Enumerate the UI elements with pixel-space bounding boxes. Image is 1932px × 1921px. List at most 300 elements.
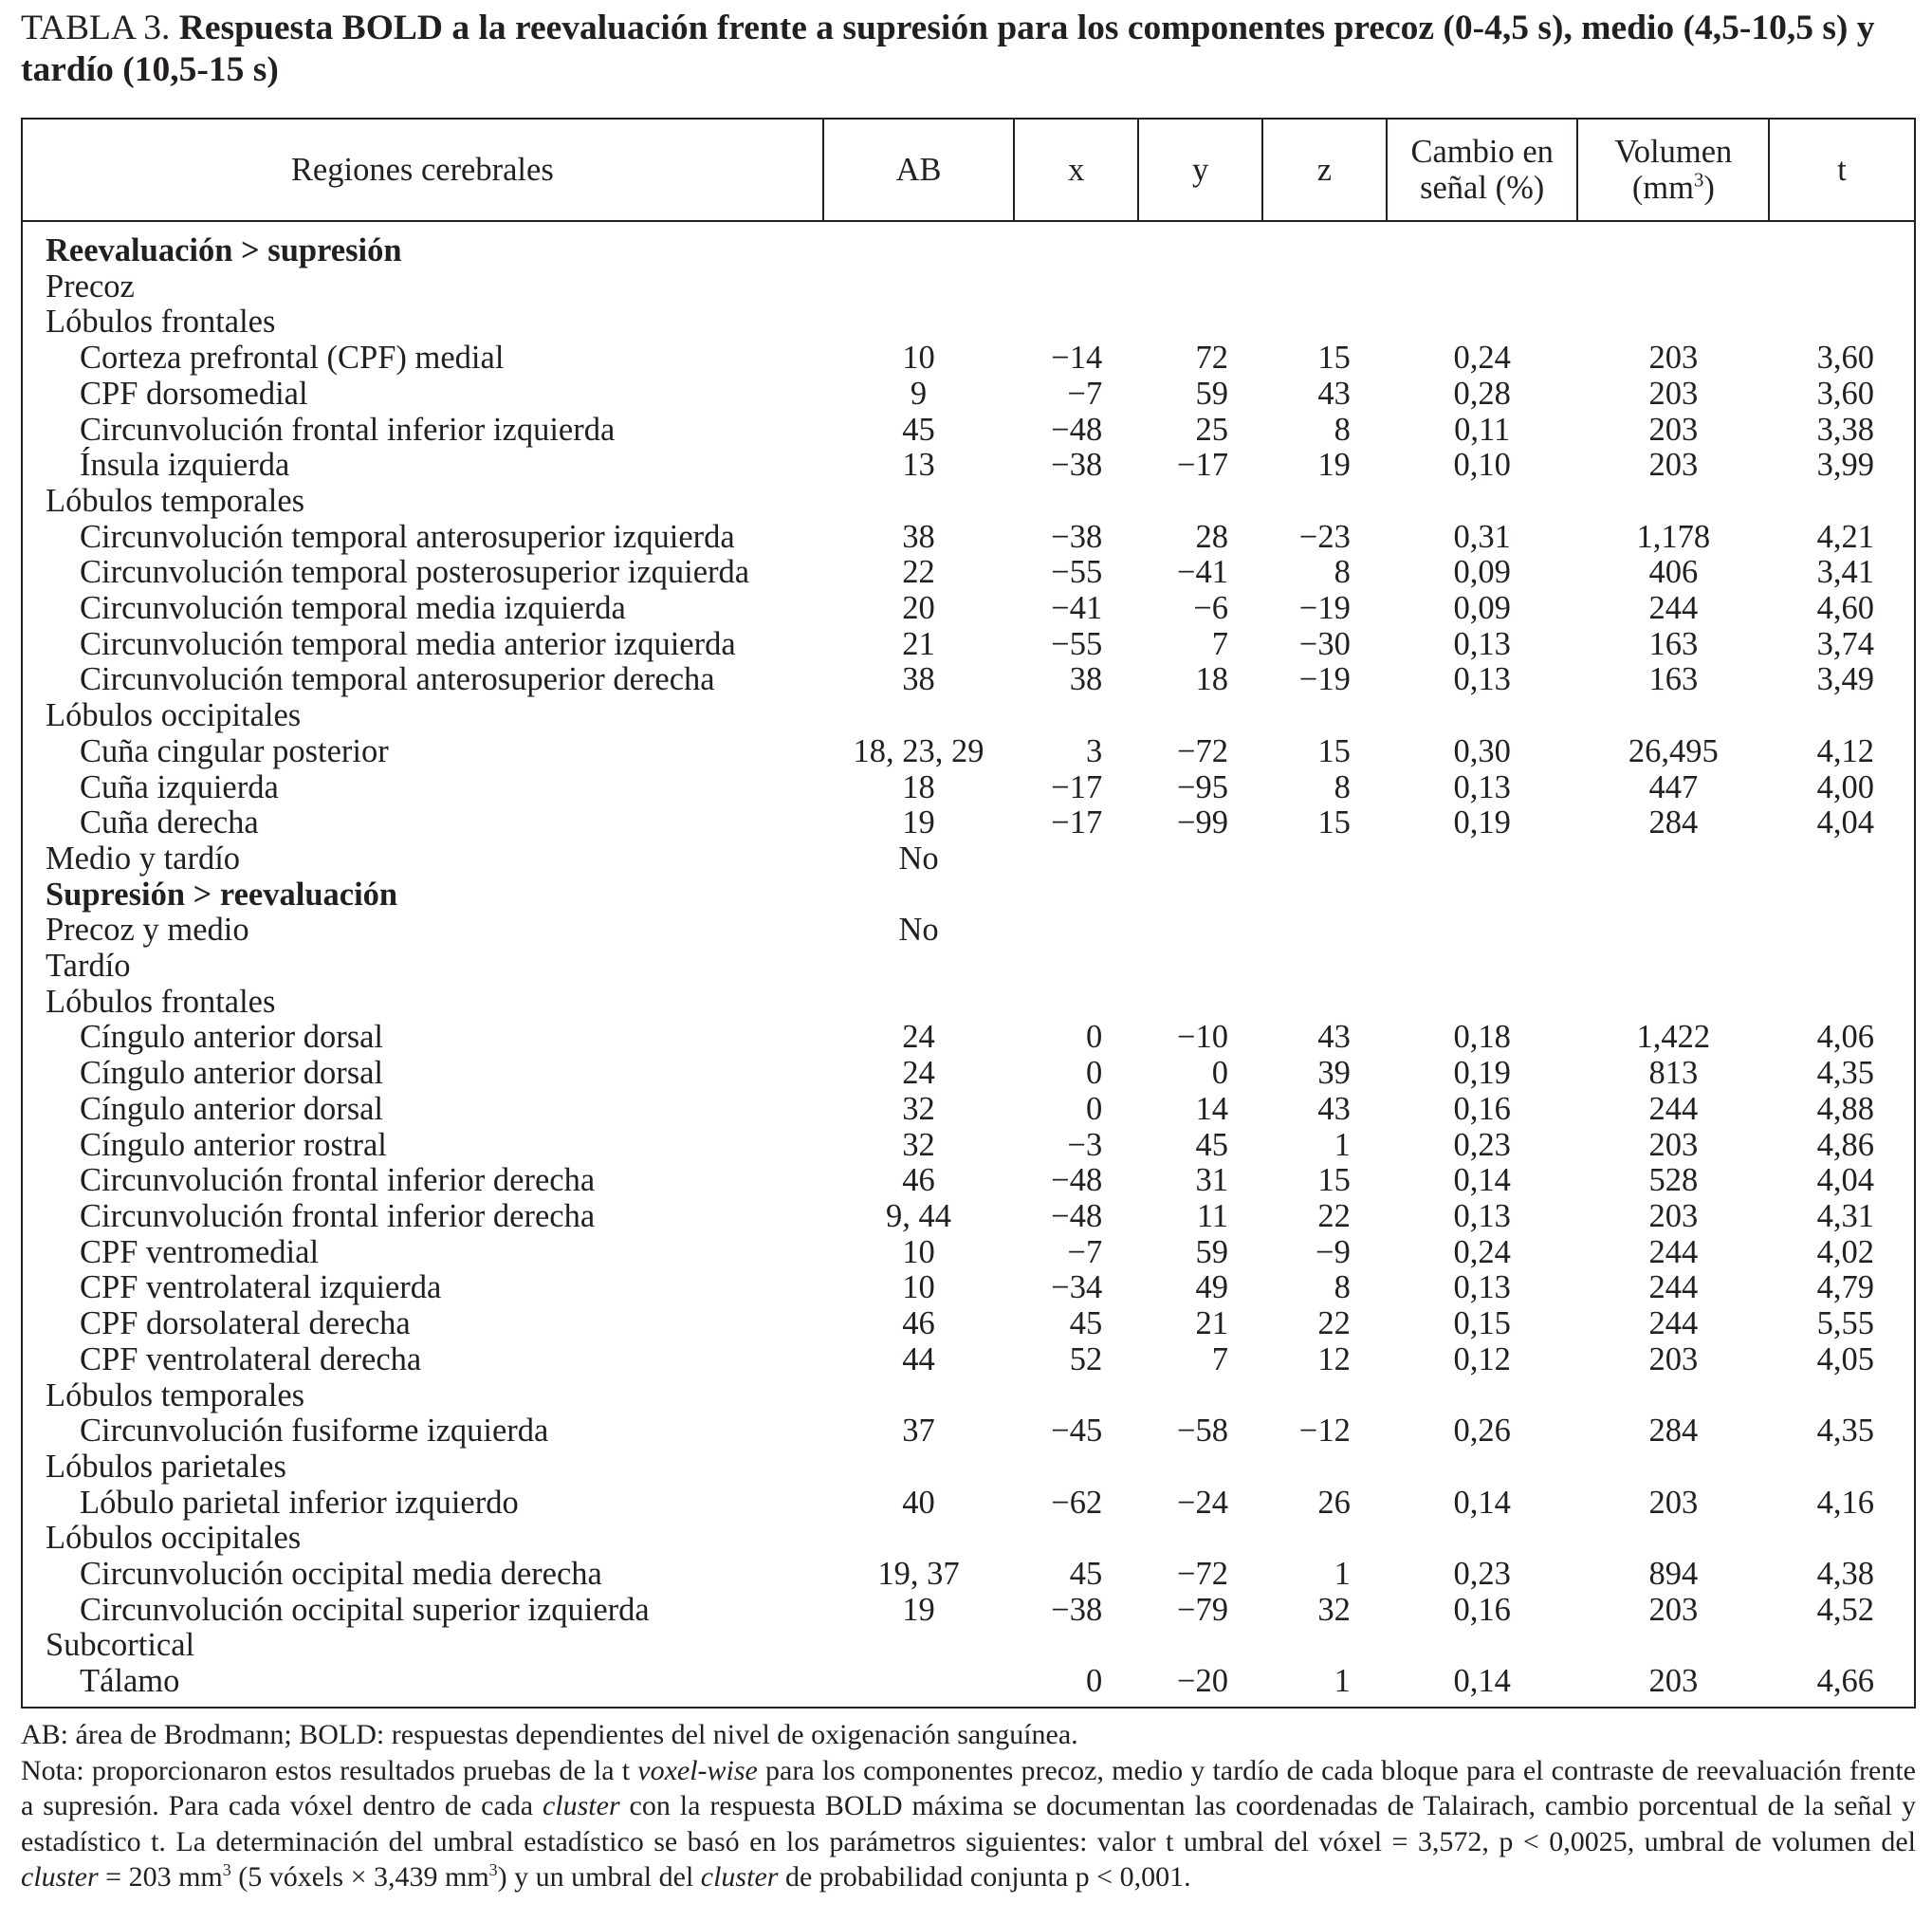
cell-ab: 44: [902, 1340, 935, 1377]
cell-ab: [823, 877, 1015, 914]
cell-z: 15: [1317, 1162, 1351, 1199]
group-row: [23, 985, 1914, 1021]
cell-volumen: [1577, 1521, 1769, 1557]
cell-cambio: 0,16: [1453, 1090, 1511, 1127]
cell-ab: 19: [902, 1591, 935, 1628]
cell-y: [1138, 949, 1262, 985]
cell-x: 3: [1085, 732, 1103, 769]
cell-x: 0: [1085, 1019, 1103, 1056]
cell-t: [1769, 877, 1914, 914]
cell-z: [1262, 877, 1387, 914]
cell-z: 1: [1334, 1556, 1351, 1593]
cell-x: [1014, 1450, 1138, 1486]
cell-cambio: 0,13: [1453, 661, 1511, 698]
cell-volumen: 26,495: [1628, 732, 1719, 769]
cell-y: 72: [1195, 340, 1229, 377]
cell-ab: 10: [902, 1269, 935, 1306]
cell-t: [1769, 1521, 1914, 1557]
group-row: [23, 949, 1914, 985]
section-row: [23, 877, 1914, 914]
cell-volumen: [1577, 1450, 1769, 1486]
cell-volumen: 244: [1648, 1233, 1699, 1270]
cell-region: Circunvolución temporal anterosuperior derecha: [80, 661, 715, 698]
cell-x: −14: [1051, 340, 1103, 377]
cell-t: 3,49: [1816, 661, 1874, 698]
footnote-note: [21, 1753, 1916, 1895]
note-text: ) y un umbral del: [497, 1861, 701, 1893]
cell-ab: 32: [902, 1090, 935, 1127]
note-text: para los componentes precoz, medio y tardío de cada bloque para el contraste de reevaluación frente a supresión. Para cada vóxel dentro de cada: [21, 1754, 1916, 1821]
cell-x: −3: [1067, 1126, 1103, 1163]
cell-x: −38: [1051, 447, 1103, 484]
table-row: [23, 805, 1914, 841]
cell-y: −99: [1177, 804, 1229, 841]
table-row: [23, 1557, 1914, 1593]
cell-region: Circunvolución occipital media derecha: [80, 1556, 602, 1593]
cell-cambio: 0,10: [1453, 447, 1511, 484]
cell-t: 4,12: [1816, 732, 1874, 769]
cell-cambio: 0,15: [1453, 1305, 1511, 1342]
note-italic: cluster: [21, 1861, 99, 1893]
cell-ab: [823, 221, 1015, 269]
cell-t: [1769, 1628, 1914, 1664]
cell-x: 38: [1069, 661, 1103, 698]
table-footnotes: [21, 1717, 1916, 1895]
cell-z: [1262, 698, 1387, 734]
cell-t: 4,05: [1816, 1340, 1874, 1377]
cell-t: [1769, 698, 1914, 734]
cell-y: [1138, 1628, 1262, 1664]
cell-ab: 45: [902, 411, 935, 448]
cell-ab: 46: [902, 1162, 935, 1199]
cell-cambio: 0,31: [1453, 518, 1511, 555]
cell-region: Ínsula izquierda: [80, 447, 290, 484]
cell-z: [1262, 841, 1387, 877]
cell-ab: [823, 1521, 1015, 1557]
cell-cambio: [1387, 1628, 1578, 1664]
cell-y: −72: [1177, 732, 1229, 769]
table-label: TABLA 3.: [21, 9, 171, 47]
cell-x: [1014, 484, 1138, 520]
cell-region: Cuña izquierda: [80, 768, 279, 805]
cell-y: 59: [1195, 375, 1229, 412]
cell-cambio: [1387, 269, 1578, 305]
cell-t: [1769, 841, 1914, 877]
table-row: [23, 662, 1914, 698]
note-text: Nota: proporcionaron estos resultados pruebas de la t: [21, 1754, 638, 1786]
cell-cambio: [1387, 305, 1578, 341]
cell-volumen: 406: [1648, 554, 1699, 591]
cell-x: 0: [1085, 1055, 1103, 1092]
cell-t: 4,21: [1816, 518, 1874, 555]
cell-y: 28: [1195, 518, 1229, 555]
cell-ab: No: [898, 912, 939, 949]
header-cambio-line2: señal (%): [1420, 170, 1545, 206]
cell-volumen: [1577, 698, 1769, 734]
cell-ab: 9, 44: [886, 1197, 952, 1234]
cell-x: [1014, 913, 1138, 949]
table-row: [23, 1486, 1914, 1522]
cell-z: 19: [1317, 447, 1351, 484]
cell-ab: [823, 1664, 1015, 1700]
cell-volumen: 203: [1648, 1340, 1699, 1377]
cell-volumen: 163: [1648, 625, 1699, 662]
cell-ab: 21: [902, 625, 935, 662]
table-row: [23, 1342, 1914, 1378]
cell-cambio: 0,28: [1453, 375, 1511, 412]
cell-y: 21: [1195, 1305, 1229, 1342]
cell-ab: No: [898, 840, 939, 877]
cell-volumen: 203: [1648, 1484, 1699, 1521]
table-row: [23, 1235, 1914, 1271]
cell-z: 43: [1317, 375, 1351, 412]
cell-t: 4,38: [1816, 1556, 1874, 1593]
group-row: [23, 1628, 1914, 1664]
table-row: [23, 1056, 1914, 1092]
group-row: [23, 269, 1914, 305]
cell-t: 3,60: [1816, 375, 1874, 412]
cell-y: −17: [1177, 447, 1229, 484]
cell-region: Circunvolución frontal inferior derecha: [80, 1162, 596, 1199]
cell-ab: 40: [902, 1484, 935, 1521]
note-italic: cluster: [700, 1861, 779, 1893]
cell-y: −41: [1177, 554, 1229, 591]
cell-x: −7: [1067, 375, 1103, 412]
cell-region: Cuña cingular posterior: [80, 732, 389, 769]
cell-z: 39: [1317, 1055, 1351, 1092]
cell-z: 15: [1317, 804, 1351, 841]
cell-ab: 24: [902, 1055, 935, 1092]
cell-t: [1769, 985, 1914, 1021]
cell-cambio: 0,19: [1453, 804, 1511, 841]
cell-y: −72: [1177, 1556, 1229, 1593]
cell-volumen: 813: [1648, 1055, 1699, 1092]
group-row: [23, 1450, 1914, 1486]
cell-ab: [823, 305, 1015, 341]
cell-z: [1262, 221, 1387, 269]
cell-region: Circunvolución temporal media izquierda: [80, 590, 626, 627]
cell-z: 1: [1334, 1663, 1351, 1700]
group-row: [23, 698, 1914, 734]
header-volumen-sup: 3: [1693, 170, 1704, 192]
group-row: [23, 913, 1914, 949]
cell-volumen: 244: [1648, 1305, 1699, 1342]
results-table: [23, 120, 1914, 1700]
cell-z: 32: [1317, 1591, 1351, 1628]
cell-t: 3,41: [1816, 554, 1874, 591]
cell-z: 8: [1334, 768, 1351, 805]
cell-t: 4,60: [1816, 590, 1874, 627]
cell-t: [1769, 484, 1914, 520]
cell-cambio: 0,13: [1453, 1269, 1511, 1306]
cell-volumen: 244: [1648, 590, 1699, 627]
table-row: [23, 1306, 1914, 1342]
cell-region: Lóbulos frontales: [46, 304, 276, 341]
cell-y: [1138, 985, 1262, 1021]
cell-ab: 24: [902, 1019, 935, 1056]
cell-volumen: 203: [1648, 447, 1699, 484]
cell-ab: 20: [902, 590, 935, 627]
cell-region: Cuña derecha: [80, 804, 259, 841]
table-row: [23, 627, 1914, 663]
note-sup: 3: [488, 1860, 498, 1879]
cell-x: [1014, 1521, 1138, 1557]
cell-cambio: 0,14: [1453, 1484, 1511, 1521]
cell-cambio: [1387, 949, 1578, 985]
cell-x: [1014, 698, 1138, 734]
cell-volumen: 894: [1648, 1556, 1699, 1593]
cell-ab: 38: [902, 661, 935, 698]
cell-ab: 19, 37: [877, 1556, 960, 1593]
header-ab: AB: [823, 120, 1015, 221]
cell-cambio: 0,11: [1454, 411, 1511, 448]
cell-z: 22: [1317, 1305, 1351, 1342]
cell-region: CPF ventrolateral izquierda: [80, 1269, 442, 1306]
cell-ab: 18, 23, 29: [853, 732, 984, 769]
cell-volumen: 203: [1648, 1591, 1699, 1628]
cell-z: [1262, 269, 1387, 305]
cell-ab: 13: [902, 447, 935, 484]
cell-x: [1014, 877, 1138, 914]
cell-region: Circunvolución temporal media anterior izquierda: [80, 625, 736, 662]
cell-cambio: 0,14: [1453, 1663, 1511, 1700]
cell-volumen: 1,178: [1636, 518, 1711, 555]
table-frame: [21, 118, 1916, 1709]
cell-region: Lóbulos occipitales: [46, 1520, 302, 1557]
cell-cambio: 0,24: [1453, 1233, 1511, 1270]
footnote-abbreviations: AB: área de Brodmann; BOLD: respuestas dependientes del nivel de oxigenación sanguínea.: [21, 1719, 1078, 1750]
cell-cambio: 0,16: [1453, 1591, 1511, 1628]
cell-t: 4,04: [1816, 804, 1874, 841]
cell-ab: [823, 269, 1015, 305]
cell-volumen: 447: [1648, 768, 1699, 805]
header-cambio-line1: Cambio en: [1410, 134, 1554, 170]
cell-x: [1014, 841, 1138, 877]
table-row: [23, 377, 1914, 413]
cell-x: −38: [1051, 518, 1103, 555]
cell-y: 18: [1195, 661, 1229, 698]
cell-z: 12: [1317, 1340, 1351, 1377]
section-row: [23, 221, 1914, 269]
cell-x: −7: [1067, 1233, 1103, 1270]
note-italic: cluster: [542, 1790, 620, 1821]
cell-volumen: 203: [1648, 1126, 1699, 1163]
cell-x: [1014, 1378, 1138, 1414]
cell-t: [1769, 913, 1914, 949]
cell-y: [1138, 484, 1262, 520]
cell-y: −20: [1177, 1663, 1229, 1700]
cell-x: −17: [1051, 804, 1103, 841]
cell-cambio: 0,13: [1453, 1197, 1511, 1234]
cell-volumen: [1577, 841, 1769, 877]
cell-z: 43: [1317, 1019, 1351, 1056]
cell-volumen: 203: [1648, 1197, 1699, 1234]
table-row: [23, 341, 1914, 377]
header-volumen-close: ): [1703, 170, 1715, 206]
note-text: de probabilidad conjunta p < 0,001.: [778, 1861, 1191, 1893]
cell-region: Cíngulo anterior rostral: [80, 1126, 387, 1163]
cell-cambio: 0,26: [1453, 1413, 1511, 1450]
cell-t: 4,31: [1816, 1197, 1874, 1234]
cell-cambio: [1387, 985, 1578, 1021]
cell-y: 49: [1195, 1269, 1229, 1306]
table-body: [23, 221, 1914, 1700]
cell-cambio: [1387, 221, 1578, 269]
table-row: [23, 1270, 1914, 1306]
cell-x: −48: [1051, 411, 1103, 448]
cell-z: −23: [1298, 518, 1351, 555]
table-row: [23, 1128, 1914, 1164]
cell-ab: 32: [902, 1126, 935, 1163]
cell-t: [1769, 949, 1914, 985]
cell-region: Lóbulo parietal inferior izquierdo: [80, 1484, 519, 1521]
table-row: [23, 770, 1914, 806]
cell-z: [1262, 1378, 1387, 1414]
header-cambio: [1387, 120, 1578, 221]
cell-x: [1014, 949, 1138, 985]
cell-region: Lóbulos temporales: [46, 482, 305, 519]
cell-cambio: [1387, 913, 1578, 949]
cell-ab: 10: [902, 340, 935, 377]
cell-region: Circunvolución fusiforme izquierda: [80, 1413, 549, 1450]
cell-cambio: 0,14: [1453, 1162, 1511, 1199]
cell-y: −24: [1177, 1484, 1229, 1521]
group-row: [23, 1521, 1914, 1557]
cell-cambio: 0,09: [1453, 554, 1511, 591]
cell-x: [1014, 1628, 1138, 1664]
cell-region: Circunvolución frontal inferior izquierda: [80, 411, 616, 448]
table-row: [23, 1664, 1914, 1700]
cell-y: 25: [1195, 411, 1229, 448]
cell-region: CPF ventrolateral derecha: [80, 1340, 422, 1377]
cell-x: [1014, 269, 1138, 305]
cell-ab: 22: [902, 554, 935, 591]
cell-t: 4,88: [1816, 1090, 1874, 1127]
cell-z: [1262, 913, 1387, 949]
cell-ab: 10: [902, 1233, 935, 1270]
cell-y: 0: [1211, 1055, 1229, 1092]
cell-z: 8: [1334, 554, 1351, 591]
table-row: [23, 520, 1914, 556]
cell-t: 3,38: [1816, 411, 1874, 448]
cell-z: [1262, 1450, 1387, 1486]
table-row: [23, 591, 1914, 627]
cell-t: [1769, 1378, 1914, 1414]
table-row: [23, 1163, 1914, 1199]
cell-y: 59: [1195, 1233, 1229, 1270]
cell-y: 31: [1195, 1162, 1229, 1199]
cell-cambio: 0,30: [1453, 732, 1511, 769]
cell-region: Tálamo: [80, 1663, 180, 1700]
cell-z: [1262, 305, 1387, 341]
cell-volumen: 203: [1648, 411, 1699, 448]
cell-ab: 37: [902, 1413, 935, 1450]
cell-y: 11: [1196, 1197, 1229, 1234]
cell-t: 4,86: [1816, 1126, 1874, 1163]
cell-t: 3,60: [1816, 340, 1874, 377]
cell-y: −79: [1177, 1591, 1229, 1628]
table-row: [23, 1020, 1914, 1056]
header-z: z: [1262, 120, 1387, 221]
cell-y: [1138, 913, 1262, 949]
cell-y: [1138, 1450, 1262, 1486]
cell-region: Supresión > reevaluación: [46, 876, 398, 913]
group-row: [23, 305, 1914, 341]
cell-t: 4,35: [1816, 1413, 1874, 1450]
cell-x: 0: [1085, 1663, 1103, 1700]
cell-x: −38: [1051, 1591, 1103, 1628]
cell-volumen: [1577, 949, 1769, 985]
cell-cambio: 0,12: [1453, 1340, 1511, 1377]
cell-volumen: 203: [1648, 1663, 1699, 1700]
cell-volumen: [1577, 913, 1769, 949]
cell-region: Circunvolución occipital superior izquierda: [80, 1591, 650, 1628]
cell-region: CPF dorsomedial: [80, 375, 308, 412]
cell-y: 14: [1195, 1090, 1229, 1127]
note-italic: voxel-wise: [637, 1754, 758, 1786]
cell-z: 8: [1334, 411, 1351, 448]
cell-t: 4,79: [1816, 1269, 1874, 1306]
cell-x: 0: [1085, 1090, 1103, 1127]
cell-x: −55: [1051, 554, 1103, 591]
cell-z: 15: [1317, 340, 1351, 377]
cell-y: [1138, 1378, 1262, 1414]
cell-cambio: 0,18: [1453, 1019, 1511, 1056]
cell-ab: [823, 949, 1015, 985]
cell-cambio: [1387, 1450, 1578, 1486]
table-row: [23, 1199, 1914, 1235]
cell-x: −34: [1051, 1269, 1103, 1306]
cell-z: −19: [1298, 590, 1351, 627]
cell-ab: 38: [902, 518, 935, 555]
cell-y: 7: [1211, 1340, 1229, 1377]
cell-ab: [823, 698, 1015, 734]
table-row: [23, 1092, 1914, 1128]
cell-x: −48: [1051, 1162, 1103, 1199]
cell-cambio: 0,13: [1453, 768, 1511, 805]
cell-volumen: 1,422: [1636, 1019, 1711, 1056]
cell-region: Lóbulos occipitales: [46, 697, 302, 734]
cell-t: 3,74: [1816, 625, 1874, 662]
cell-y: [1138, 221, 1262, 269]
cell-cambio: 0,09: [1453, 590, 1511, 627]
cell-region: CPF dorsolateral derecha: [80, 1305, 411, 1342]
cell-y: −58: [1177, 1413, 1229, 1450]
cell-x: [1014, 221, 1138, 269]
cell-z: 26: [1317, 1484, 1351, 1521]
note-text: (5 vóxels × 3,439 mm: [230, 1861, 489, 1893]
cell-region: CPF ventromedial: [80, 1233, 320, 1270]
cell-volumen: 203: [1648, 340, 1699, 377]
cell-cambio: 0,23: [1453, 1126, 1511, 1163]
cell-region: Lóbulos parietales: [46, 1448, 286, 1485]
group-row: [23, 841, 1914, 877]
cell-region: Precoz: [46, 268, 135, 305]
table-row: [23, 1593, 1914, 1629]
table-caption: [21, 8, 1908, 91]
cell-z: 8: [1334, 1269, 1351, 1306]
cell-cambio: [1387, 484, 1578, 520]
cell-y: 7: [1211, 625, 1229, 662]
cell-t: [1769, 1450, 1914, 1486]
cell-region: Cíngulo anterior dorsal: [80, 1019, 384, 1056]
cell-z: [1262, 1521, 1387, 1557]
note-sup: 3: [222, 1860, 231, 1879]
cell-volumen: [1577, 269, 1769, 305]
cell-t: 4,00: [1816, 768, 1874, 805]
cell-t: 4,04: [1816, 1162, 1874, 1199]
cell-ab: 9: [910, 375, 928, 412]
